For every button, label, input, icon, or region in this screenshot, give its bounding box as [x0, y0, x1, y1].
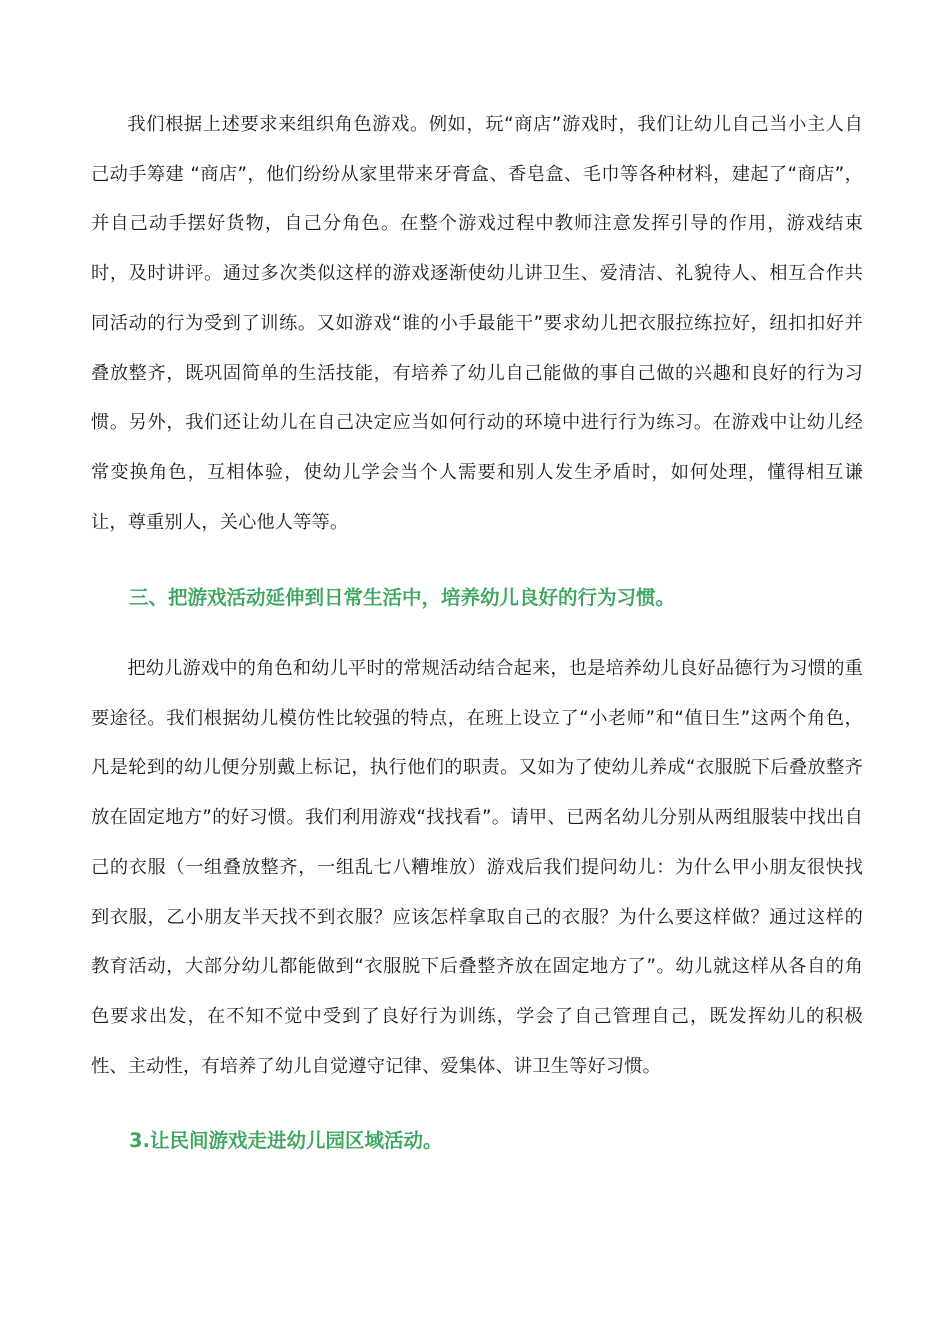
section-heading-daily-life: 三、把游戏活动延伸到日常生活中，培养幼儿良好的行为习惯。: [129, 586, 676, 609]
section-heading-folk-games: 3.让民间游戏走进幼儿园区域活动。: [129, 1129, 443, 1152]
body-paragraph-role-games: 我们根据上述要求来组织角色游戏。例如，玩“商店”游戏时，我们让幼儿自己当小主人自己动手筹建 “商店”，他们纷纷从家里带来牙膏盒、香皂盒、毛巾等各种材料，建起了“商店”，并自己动手摆好货物，自己分角色。在整个游戏过程中教师注意发挥引导的作用，游戏结束时，及时讲评。通过多次类似这样的游戏逐渐使幼儿讲卫生、爱清洁、礼貌待人、相互合作共同活动的行为受到了训练。又如游戏“谁的小手最能干”要求幼儿把衣服拉练拉好，纽扣扣好并叠放整齐，既巩固简单的生活技能，有培养了幼儿自己能做的事自己做的兴趣和良好的行为习惯。另外，我们还让幼儿在自己决定应当如何行动的环境中进行行为练习。在游戏中让幼儿经常变换角色，互相体验，使幼儿学会当个人需要和别人发生矛盾时，如何处理，懂得相互谦让，尊重别人，关心他人等等。: [91, 114, 863, 533]
body-paragraph-daily-routine: 把幼儿游戏中的角色和幼儿平时的常规活动结合起来，也是培养幼儿良好品德行为习惯的重要途径。我们根据幼儿模仿性比较强的特点，在班上设立了“小老师”和“值日生”这两个角色，凡是轮到的幼儿便分别戴上标记，执行他们的职责。又如为了使幼儿养成“衣服脱下后叠放整齐放在固定地方”的好习惯。我们利用游戏“找找看”。请甲、已两名幼儿分别从两组服装中找出自己的衣服（一组叠放整齐，一组乱七八糟堆放）游戏后我们提问幼儿：为什么甲小朋友很快找到衣服，乙小朋友半天找不到衣服？应该怎样拿取自己的衣服？为什么要这样做？通过这样的教育活动，大部分幼儿都能做到“衣服脱下后叠整齐放在固定地方了”。幼儿就这样从各自的角色要求出发，在不知不觉中受到了良好行为训练，学会了自己管理自己，既发挥幼儿的积极性、主动性，有培养了幼儿自觉遵守记律、爱集体、讲卫生等好习惯。: [91, 658, 863, 1077]
